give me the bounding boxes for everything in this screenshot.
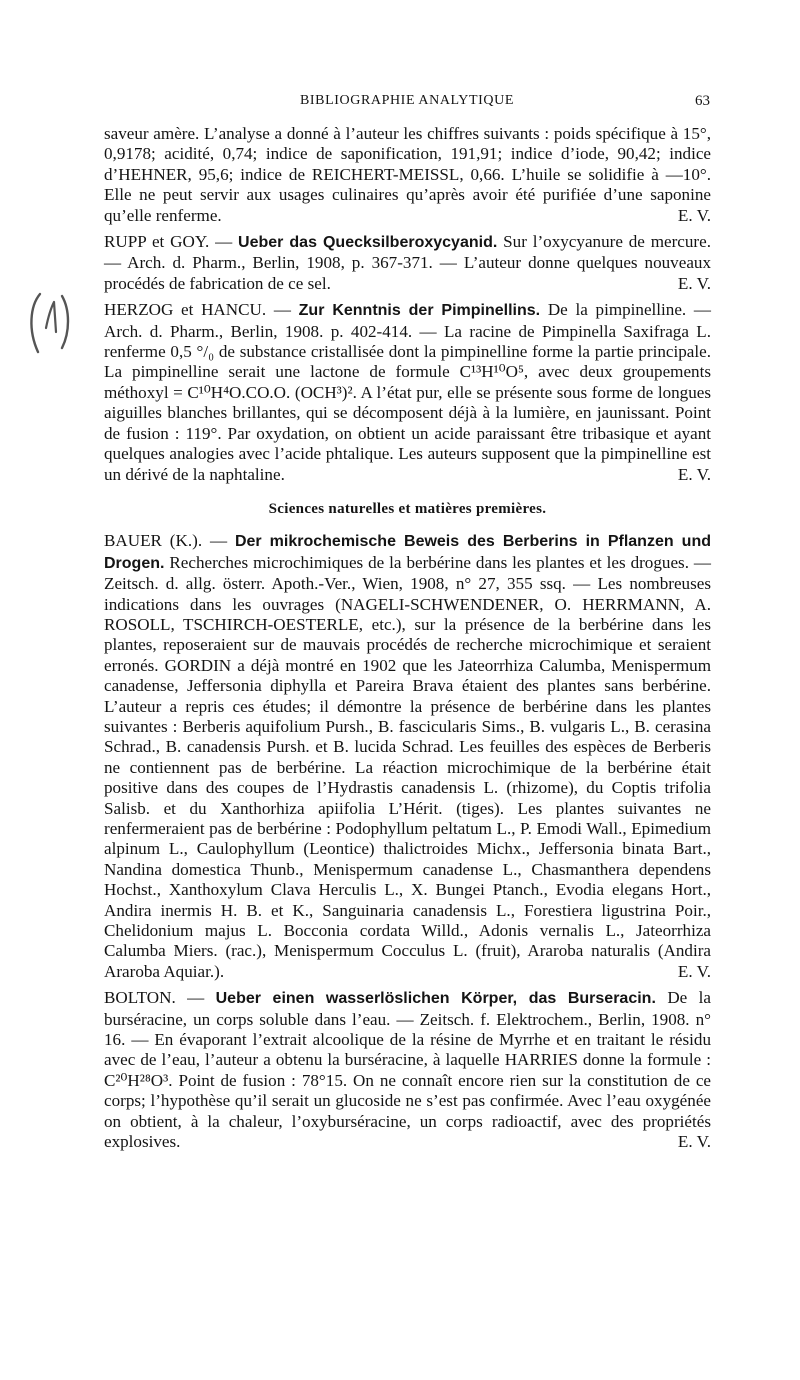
entry-bauer <box>104 531 711 982</box>
entry-continuation <box>104 124 711 226</box>
entry-herzog-hancu <box>104 300 711 485</box>
entry-text: Sur l’oxycyanure de mercure. — Arch. d. Pharm., Berlin, 1908, p. 367-371. — L’auteur donne quelques nouveaux procédés de fabrication de ce sel. <box>104 232 711 293</box>
entry-signature: E. V. <box>677 961 711 981</box>
entry-authors: HERZOG et HANCU. — <box>104 300 291 320</box>
article-body <box>104 124 711 1159</box>
entry-signature: E. V. <box>677 464 711 484</box>
entry-bolton <box>104 988 711 1152</box>
entry-title: Ueber das Quecksilberoxycyanid. <box>238 234 498 252</box>
page-header <box>104 93 710 115</box>
entry-rupp-goy <box>104 232 711 294</box>
section-heading: Sciences naturelles et matières premières. <box>268 500 547 517</box>
entry-authors: RUPP et GOY. — <box>104 232 233 252</box>
entry-authors: BOLTON. — <box>104 988 205 1008</box>
entry-title: Der mikrochemische Beweis des Berberins in Pflanzen und Drogen. <box>104 533 711 572</box>
entry-text: De la pimpinelline. — Arch. d. Pharm., Berlin, 1908. p. 402-414. — La racine de Pimpinella Saxifraga L. renferme 0,5 °/₀ de substance cristallisée dont la pimpinelline forme la partie principale. La pimpinelline serait une lactone de formule C¹³H¹⁰O⁵, avec deux groupements méthoxyl = C¹⁰H⁴O.CO.O. (OCH³)². A l’état pur, elle se présente sous forme de longues aiguilles blanches brillantes, qui se décomposent déjà à la lumière, en jaunissant. Point de fusion : 119°. Par oxydation, on obtient un acide paraissant être tribasique et ayant quelques analogies avec l’acide phtalique. Les auteurs supposent que la pimpinelline est un dérivé de la naphtaline. <box>104 300 711 484</box>
entry-title: Zur Kenntnis der Pimpinellins. <box>298 302 541 320</box>
entry-title: Ueber einen wasserlöslichen Körper, das Burseracin. <box>215 990 656 1008</box>
entry-text: De la burséracine, un corps soluble dans l’eau. — Zeitsch. f. Elektrochem., Berlin, 1908. n° 16. — En évaporant l’extrait alcoolique de la résine de Myrrhe et en traitant le résidu avec de l’eau, l’auteur a obtenu la burséracine, à laquelle HARRIES donne la formule : C²⁰H²⁸O³. Point de fusion : 78°15. On ne connaît encore rien sur la constitution de ce corps; l’hypothèse qu’il serait un glucoside ne s’est pas confirmée. Avec l’eau oxygénée on obtient, à la chaleur, l’oxyburséracine, un corps radioactif, avec des propriétés explosives. <box>104 988 711 1152</box>
page-number: 63 <box>695 93 710 109</box>
entry-text: saveur amère. L’analyse a donné à l’auteur les chiffres suivants : poids spécifique à 15°, 0,9178; acidité, 0,74; indice de saponification, 191,91; indice d’iode, 90,42; indice d’HEHNER, 95,6; indice de REICHERT-MEISSL, 0,66. L’huile se solidifie à —10°. Elle ne peut servir aux usages culinaires qu’après avoir été purifiée d’une saponine qu’elle renferme. <box>104 124 711 225</box>
entry-text: Recherches microchimiques de la berbérine dans les plantes et les drogues. — Zeitsch. d. allg. österr. Apoth.-Ver., Wien, 1908, n° 27, 355 ssq. — Les nombreuses indications dans les ouvrages (NAGELI-SCHWENDENER, O. HERRMANN, A. ROSOLL, TSCHIRCH-OESTERLE, etc.), sur la présence de la berbérine dans les plantes, reposeraient sur de mauvais procédés de recherche microchimique et seraient erronés. GORDIN a déjà montré en 1902 que les Jateorrhiza Calumba, Menispermum canadense, Jeffersonia diphylla et Pareira Brava étaient des plantes sans berbérine. L’auteur a repris ces études; il démontre la présence de berbérine dans les plantes suivantes : Berberis aquifolium Pursh., B. fascicularis Sims., B. vulgaris L., B. cerasina Schrad., B. canadensis Pursh. et B. lucida Schrad. Les feuilles des espèces de Berberis ne contiennent pas de berbérine. La réaction microchimique de la berbérine était positive dans des coupes de l’Hydrastis canadensis L. (rhizome), du Coptis trifolia Salisb. et du Xanthorhiza apiifolia L’Hérit. (tiges). Les plantes suivantes ne renfermeraient pas de berbérine : Podophyllum peltatum L., P. Emodi Wall., Epimedium alpinum L., Caulophyllum (Leontice) thalictroides Michx., Jeffersonia binata Bart., Nandina domestica Thunb., Menispermum canadense L., Chasmanthera dependens Hochst., Xanthoxylum Clava Herculis L., X. Bungei Ptanch., Evodia elegans Hort., Andira inermis H. B. et K., Sanguinaria canadensis L., Forestiera ligustrina Poir., Chelidonium majus L. Bocconia cordata Willd., Adonis vernalis L., Jateorrhiza Calumba Miers. (rac.), Menispermum Cocculus L. (fruit), Araroba naturalis (Andira Araroba Aquiar.). <box>104 552 711 981</box>
entry-authors: BAUER (K.). — <box>104 531 228 551</box>
running-title: BIBLIOGRAPHIE ANALYTIQUE <box>299 93 515 108</box>
entry-signature: E. V. <box>677 1132 711 1152</box>
entry-signature: E. V. <box>677 205 711 225</box>
handwritten-margin-mark <box>26 288 72 358</box>
entry-signature: E. V. <box>677 273 711 293</box>
